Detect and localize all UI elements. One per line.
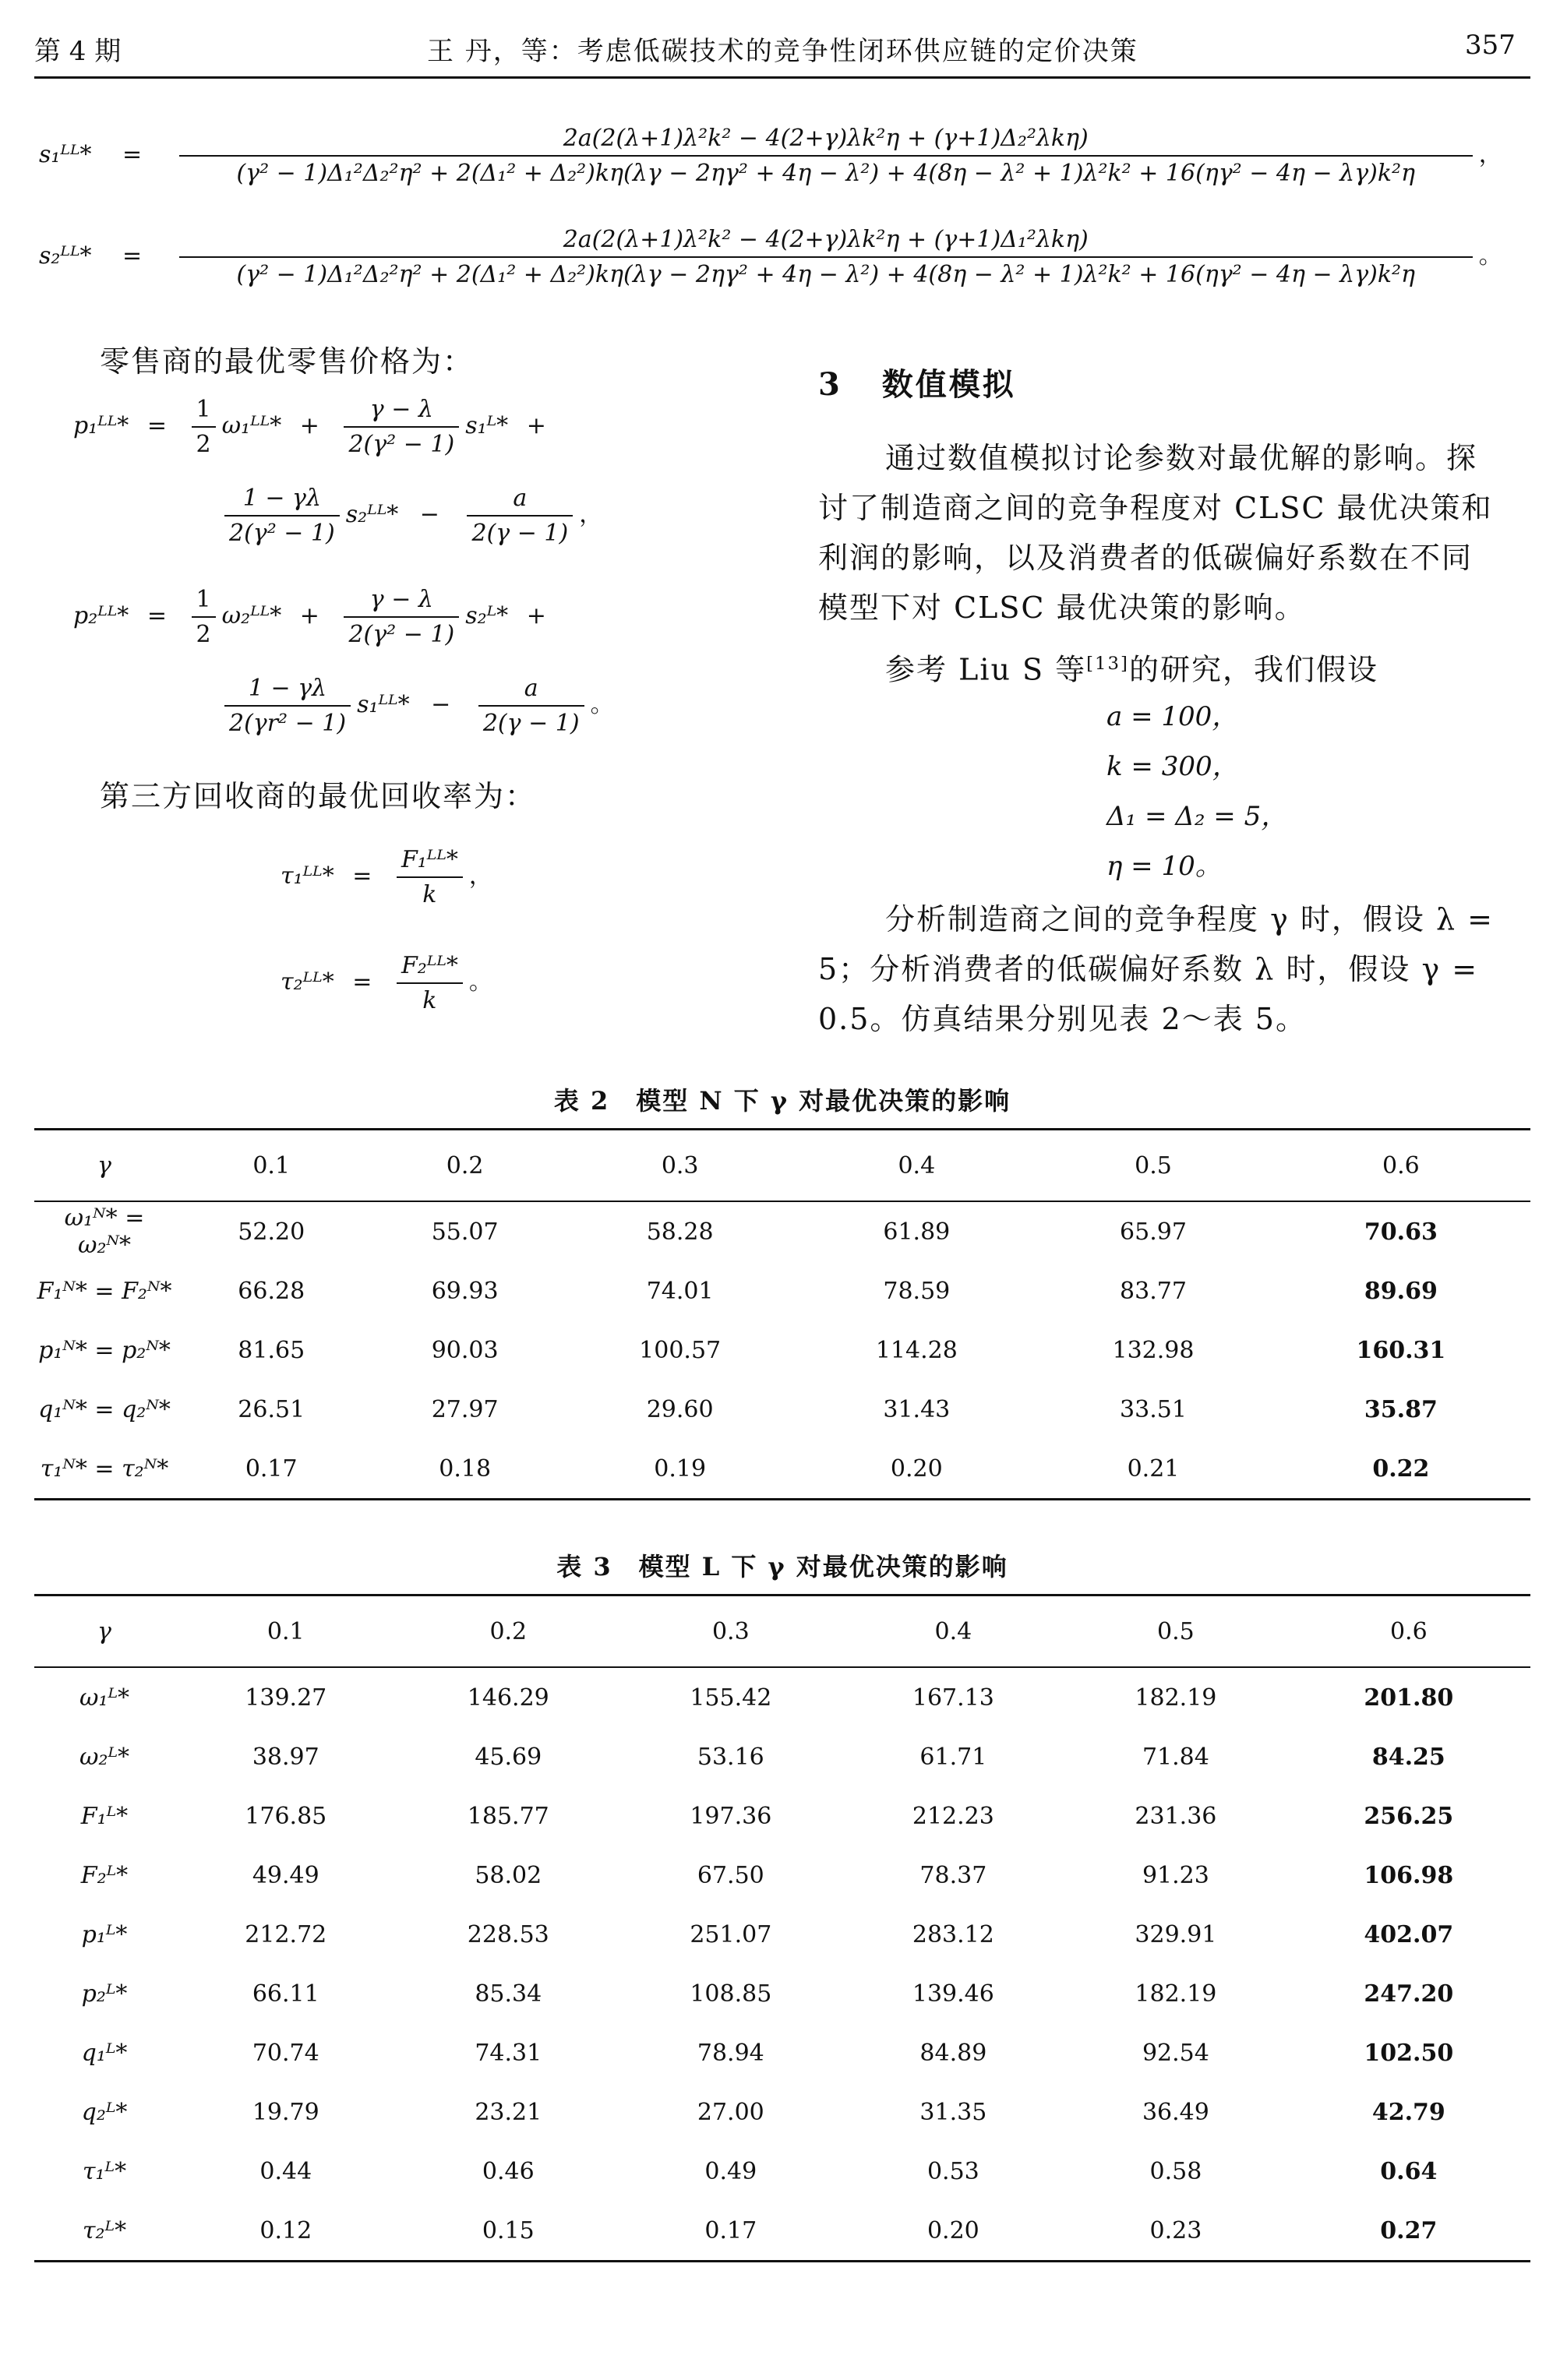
table-row: ω₁ᴸ* 139.27 146.29 155.42 167.13 182.19 201.80 xyxy=(34,1667,1530,1727)
table-row: q₁ᴸ* 70.74 74.31 78.94 84.89 92.54 102.50 xyxy=(81,2039,1454,2067)
header-title: 王 丹，等：考虑低碳技术的竞争性闭环供应链的定价决策 xyxy=(427,36,1138,67)
assumptions: a = 100， k = 300， Δ₁ = Δ₂ = 5， η = 10。 xyxy=(1106,701,1288,882)
table-row: F₁ᴸ* 176.85 185.77 197.36 212.23 231.36 256.25 xyxy=(80,1802,1454,1830)
equation-p1-line2: $\frac{1 - \gamma\lambda}{\text{2(γ² − 1)}}$ s₂ᴸᴸ* − $\frac{a}{2(\gamma - 1)}$ ， xyxy=(218,485,602,547)
s2-numerator: 2a(2(λ+1)λ²k² − 4(2+γ)λk²η + (γ+1)Δ₁²λkη) xyxy=(563,226,1089,253)
header-rule xyxy=(34,76,1530,79)
citation-ref: [13] xyxy=(1086,654,1129,674)
s1-numerator: 2a(2(λ+1)λ²k² − 4(2+γ)λk²η + (γ+1)Δ₂²λkη) xyxy=(563,125,1089,152)
table3 xyxy=(34,1594,1530,2262)
table2 xyxy=(34,1128,1530,1500)
table-row: q₂ᴸ* 19.79 23.21 27.00 31.35 36.49 42.79 xyxy=(81,2098,1445,2126)
table-row: τ₂ᴸ* 0.12 0.15 0.17 0.20 0.23 0.27 xyxy=(34,2201,1530,2262)
table-row: q₁ᴺ* = q₂ᴺ* 26.51 27.97 29.60 31.43 33.51 35.87 xyxy=(38,1395,1438,1423)
table3-header-row: γ 0.1 0.2 0.3 0.4 0.5 0.6 xyxy=(34,1595,1530,1668)
paragraph-1: 通过数值模拟讨论参数对最优解的影响。探 讨了制造商之间的竞争程度对 CLSC 最优决策和 利润的影响，以及消费者的低碳偏好系数在不同 模型下对 CLSC 最优决策的影响。 xyxy=(818,441,1493,625)
table2-caption: 表 2 模型 N 下 γ 对最优决策的影响 xyxy=(553,1086,1011,1116)
paragraph-2: 参考 Liu S 等[13]的研究，我们假设 xyxy=(885,652,1378,687)
table-row: F₂ᴸ* 49.49 58.02 67.50 78.37 91.23 106.98 xyxy=(80,1861,1454,1889)
recycler-intro: 第三方回收商的最优回收率为： xyxy=(100,779,537,813)
table-row: p₁ᴸ* 212.72 228.53 251.07 283.12 329.91 402.07 xyxy=(81,1920,1454,1948)
section-number: 3 xyxy=(818,366,840,403)
header-page: 357 xyxy=(1465,30,1516,61)
s1-lhs: s₁ᴸᴸ* xyxy=(39,141,92,168)
table-row: τ₁ᴺ* = τ₂ᴺ* 0.17 0.18 0.19 0.20 0.21 0.22 xyxy=(34,1439,1530,1500)
equation-p2-line1: p₂ᴸᴸ* = $\frac{1}{2}$ ω₂ᴸᴸ* + $\frac{\gamma - \lambda}{\text{2(γ² − 1)}}$ s₂ᴸ* + xyxy=(73,586,546,648)
retailer-intro: 零售商的最优零售价格为： xyxy=(100,344,475,379)
equation-tau1: τ₁ᴸᴸ* = $\frac{\text{F₁ᴸᴸ*}}{k}$ ， xyxy=(281,846,492,908)
section-title: 数值模拟 xyxy=(881,366,1016,403)
table-row: p₁ᴺ* = p₂ᴺ* 81.65 90.03 100.57 114.28 132.98 160.31 xyxy=(38,1336,1446,1364)
table-row: ω₂ᴸ* 38.97 45.69 53.16 61.71 71.84 84.25 xyxy=(79,1743,1445,1771)
table3-caption: 表 3 模型 L 下 γ 对最优决策的影响 xyxy=(556,1552,1008,1581)
s2-denominator: (γ² − 1)Δ₁²Δ₂²η² + 2(Δ₁² + Δ₂²)kη(λγ − 2ηγ² + 4η − λ²) + 4(8η − λ² + 1)λ²k² + 16(ηγ² − 4η − λγ)k²η xyxy=(236,261,1416,288)
table-row: τ₁ᴸ* 0.44 0.46 0.49 0.53 0.58 0.64 xyxy=(82,2157,1438,2185)
header-issue: 第 4 期 xyxy=(34,36,122,67)
section-heading xyxy=(818,360,1016,404)
table-row: F₁ᴺ* = F₂ᴺ* 66.28 69.93 74.01 78.59 83.77 89.69 xyxy=(37,1277,1438,1305)
table2-header-row: γ 0.1 0.2 0.3 0.4 0.5 0.6 xyxy=(34,1130,1530,1202)
equation-s2: s₂ᴸᴸ* = 2a(2(λ+1)λ²k² − 4(2+γ)λk²η + (γ+1)Δ₁²λkη) (γ² − 1)Δ₁²Δ₂²η² + 2(Δ₁² + Δ₂²)kη(λγ − 2ηγ² + 4η − λ²) + 4(8η − λ² + 1)λ²k² + 16(ηγ² − 4η − λγ)k²η 。 xyxy=(39,226,1502,288)
paragraph-3: 分析制造商之间的竞争程度 γ 时，假设 λ = 5；分析消费者的低碳偏好系数 λ 时，假设 γ = 0.5。仿真结果分别见表 2～表 5。 xyxy=(818,902,1494,1036)
s2-lhs: s₂ᴸᴸ* xyxy=(39,242,92,270)
table-row: p₂ᴸ* 66.11 85.34 108.85 139.46 182.19 247.20 xyxy=(81,1980,1454,2008)
table-row: ω₁ᴺ* = ω₂ᴺ* 52.20 55.07 58.28 61.89 65.97 70.63 xyxy=(34,1201,1530,1261)
s1-denominator: (γ² − 1)Δ₁²Δ₂²η² + 2(Δ₁² + Δ₂²)kη(λγ − 2ηγ² + 4η − λ²) + 4(8η − λ² + 1)λ²k² + 16(ηγ² − 4η − λγ)k²η xyxy=(236,160,1416,187)
equation-s1: s₁ᴸᴸ* = 2a(2(λ+1)λ²k² − 4(2+γ)λk²η + (γ+1)Δ₂²λkη) (γ² − 1)Δ₁²Δ₂²η² + 2(Δ₁² + Δ₂²)kη(λγ − 2ηγ² + 4η − λ²) + 4(8η − λ² + 1)λ²k² + 16(ηγ² − 4η − λγ)k²η ， xyxy=(39,125,1502,187)
equation-tau2: τ₂ᴸᴸ* = $\frac{\text{F₂ᴸᴸ*}}{k}$ 。 xyxy=(281,952,492,1014)
equation-p1-line1: p₁ᴸᴸ* = $\frac{1}{2}$ ω₁ᴸᴸ* + $\frac{\gamma - \lambda}{\text{2(γ² − 1)}}$ s₁ᴸ* + xyxy=(73,396,546,458)
equation-p2-line2: $\frac{1 - \gamma\lambda}{\text{2(γr² − 1)}}$ s₁ᴸᴸ* − $\frac{a}{2(\gamma - 1)}$ 。 xyxy=(218,675,614,737)
